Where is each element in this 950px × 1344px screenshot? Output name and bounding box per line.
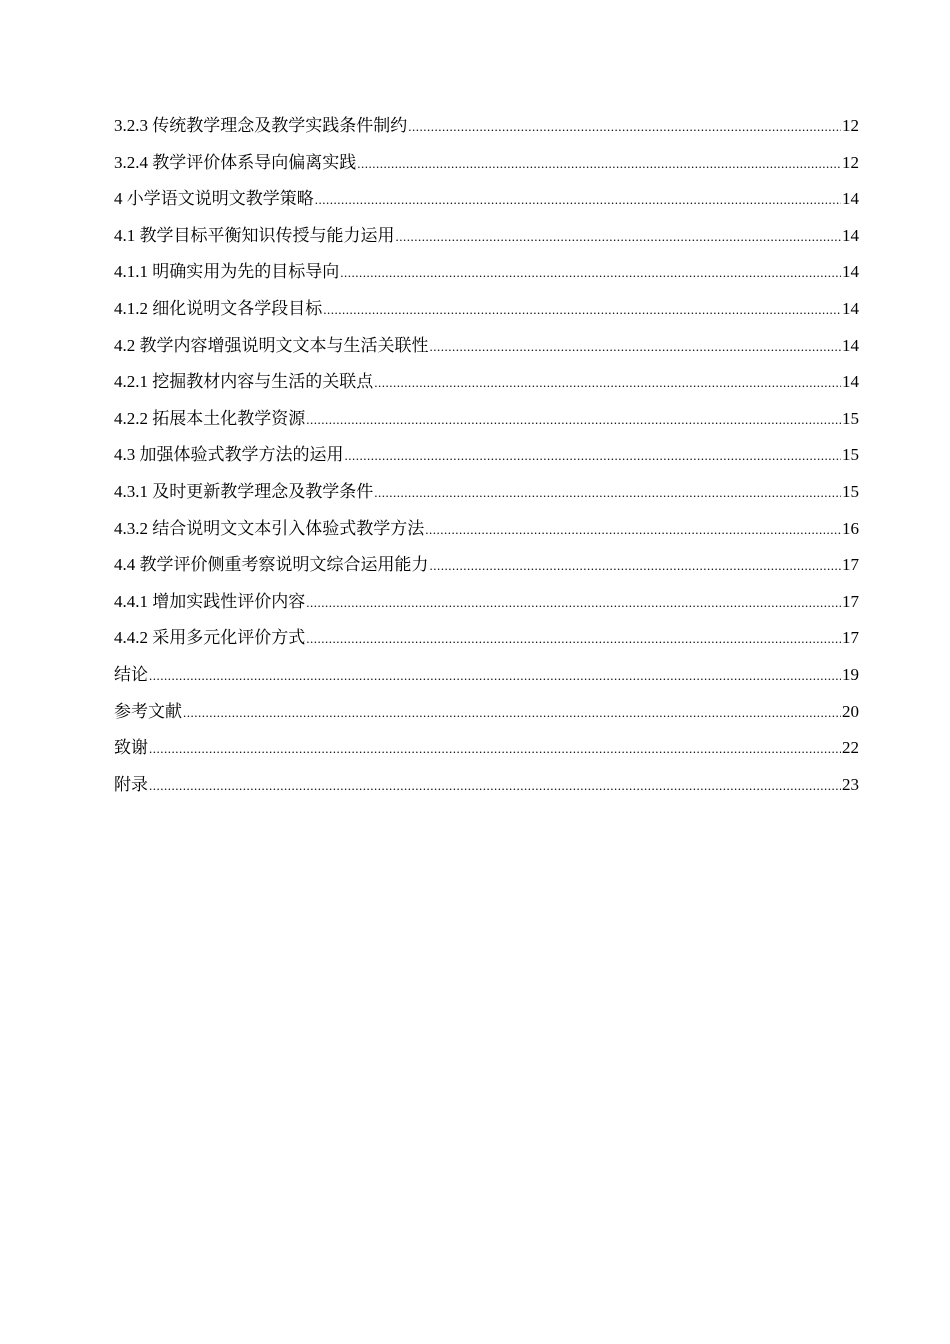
toc-entry-title: 3.2.4 教学评价体系导向偏离实践 [114,152,357,172]
toc-page-number: 14 [842,225,859,245]
toc-dot-leader [357,146,841,183]
toc-entry-title: 附录 [114,774,148,794]
table-of-contents [114,108,859,803]
toc-page-number: 17 [842,555,859,575]
toc-entry-title: 4.3.2 结合说明文文本引入体验式教学方法 [114,518,425,538]
toc-page-number: 22 [842,738,859,758]
toc-page-number: 15 [842,445,859,465]
toc-dot-leader [396,219,842,256]
toc-entry[interactable] [114,547,859,584]
toc-entry[interactable] [114,364,859,401]
toc-page-number: 17 [842,628,859,648]
toc-entry-title: 4.1.2 细化说明文各学段目标 [114,298,323,318]
toc-entry-title: 4.2.2 拓展本土化教学资源 [114,408,306,428]
toc-entry-title: 4.1 教学目标平衡知识传授与能力运用 [114,225,395,245]
toc-entry[interactable] [114,218,859,255]
toc-page-number: 14 [842,372,859,392]
toc-dot-leader [315,182,841,219]
toc-dot-leader [430,548,842,585]
toc-page-number: 17 [842,591,859,611]
toc-page-number: 14 [842,262,859,282]
toc-page-number: 14 [842,298,859,318]
toc-entry[interactable] [114,474,859,511]
toc-entry-title: 4.3 加强体验式教学方法的运用 [114,445,344,465]
toc-page-number: 20 [842,701,859,721]
toc-dot-leader [345,438,842,475]
toc-entry[interactable] [114,437,859,474]
toc-dot-leader [340,255,841,292]
toc-page-number: 16 [842,518,859,538]
toc-entry[interactable] [114,657,859,694]
toc-dot-leader [306,585,841,622]
toc-entry[interactable] [114,511,859,548]
toc-entry-title: 3.2.3 传统教学理念及教学实践条件制约 [114,116,408,135]
toc-dot-leader [306,402,841,439]
toc-entry-title: 4.3.1 及时更新教学理念及教学条件 [114,481,374,501]
toc-entry-title: 参考文献 [114,701,182,721]
toc-dot-leader [374,365,841,402]
toc-entry[interactable] [114,291,859,328]
toc-entry-title: 4.4.1 增加实践性评价内容 [114,591,306,611]
toc-page-number: 12 [842,116,859,135]
toc-dot-leader [306,621,841,658]
toc-dot-leader [323,292,841,329]
toc-page-number: 14 [842,189,859,209]
toc-page-number: 14 [842,335,859,355]
toc-entry-title: 4 小学语文说明文教学策略 [114,189,314,209]
toc-entry[interactable] [114,108,859,145]
toc-dot-leader [425,512,841,549]
toc-entry[interactable] [114,694,859,731]
toc-entry-title: 4.4 教学评价侧重考察说明文综合运用能力 [114,555,429,575]
toc-entry-title: 4.2.1 挖掘教材内容与生活的关联点 [114,372,374,392]
toc-dot-leader [430,329,842,366]
toc-entry[interactable] [114,730,859,767]
toc-page-number: 12 [842,152,859,172]
toc-entry-title: 致谢 [114,738,148,758]
toc-entry-title: 4.4.2 采用多元化评价方式 [114,628,306,648]
toc-dot-leader [183,695,841,732]
toc-entry[interactable] [114,254,859,291]
toc-entry[interactable] [114,181,859,218]
toc-page-number: 15 [842,408,859,428]
toc-entry[interactable] [114,401,859,438]
toc-entry[interactable] [114,328,859,365]
toc-dot-leader [408,109,841,146]
toc-entry[interactable] [114,145,859,182]
toc-entry[interactable] [114,620,859,657]
toc-entry[interactable] [114,584,859,621]
toc-entry-title: 4.1.1 明确实用为先的目标导向 [114,262,340,282]
toc-dot-leader [149,731,841,768]
toc-page-number: 19 [842,664,859,684]
toc-dot-leader [374,475,841,512]
toc-dot-leader [149,658,841,695]
toc-page-number: 15 [842,481,859,501]
toc-entry-title: 4.2 教学内容增强说明文文本与生活关联性 [114,335,429,355]
toc-entry[interactable] [114,767,859,804]
toc-dot-leader [149,768,841,805]
toc-page-number: 23 [842,774,859,794]
toc-entry-title: 结论 [114,664,148,684]
